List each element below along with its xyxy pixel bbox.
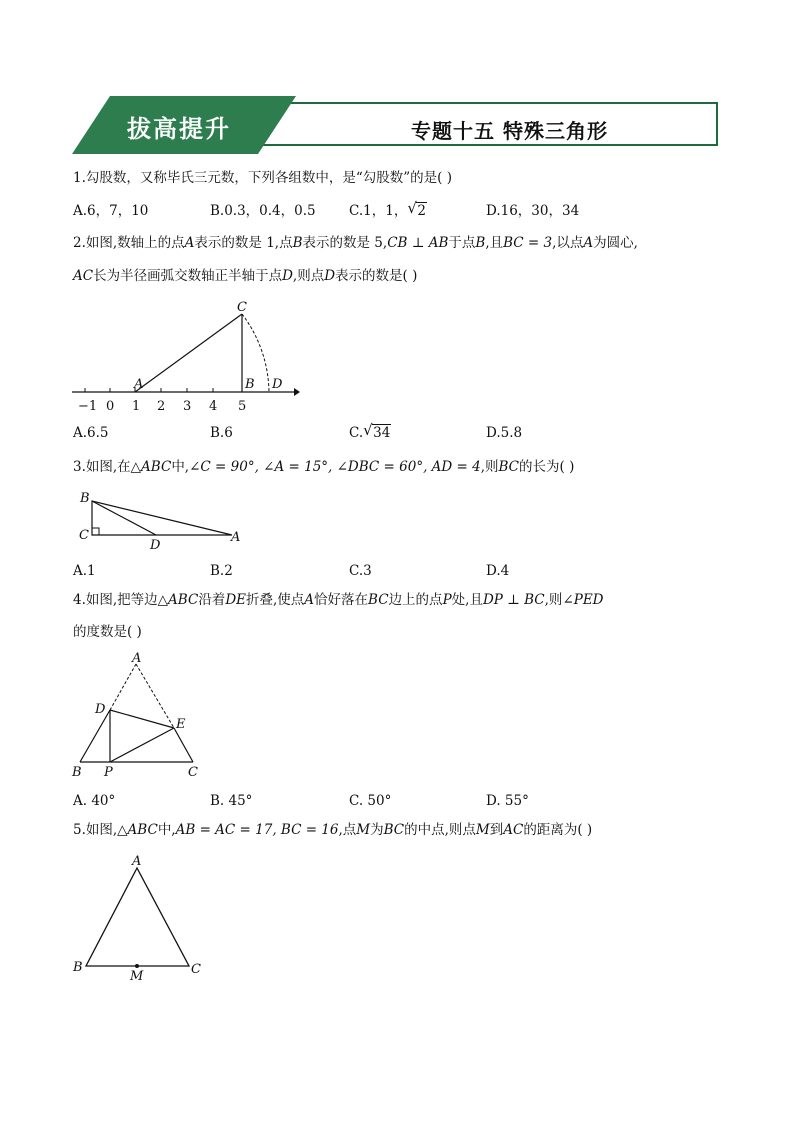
segment-pe — [110, 728, 174, 762]
q3-option-b: B.2 — [210, 563, 233, 579]
q1-option-c: C.1，1， √ 2 — [349, 199, 426, 219]
q2-option-d: D.5.8 — [486, 425, 523, 441]
page-title: 专题十五 特殊三角形 — [411, 119, 608, 143]
point-label-b: B — [245, 377, 255, 392]
point-label-a: A — [231, 530, 241, 545]
question-2-line2: AC长为半径画弧交数轴正半轴于点D,则点D表示的数是( ) — [73, 268, 418, 284]
q4-option-b: B. 45° — [210, 793, 253, 809]
question-4-line1: 4.如图,把等边△ABC沿着DE折叠,使点A恰好落在BC边上的点P处,且DP ⊥ BC,则∠PED — [73, 592, 604, 608]
isosceles-triangle-figure-q5 — [70, 850, 210, 986]
q2-option-b: B.6 — [210, 425, 233, 441]
q1-option-b: B.0.3，0.4，0.5 — [210, 203, 316, 219]
tick-label: 4 — [209, 399, 218, 414]
point-label-c: C — [237, 300, 247, 315]
point-label-m: M — [130, 969, 144, 984]
dashed-ad — [110, 664, 136, 710]
tick-label: 0 — [106, 399, 115, 414]
folded-triangle-figure-q4 — [70, 648, 210, 782]
tick-label: 1 — [132, 399, 141, 414]
point-label-c: C — [79, 528, 89, 543]
q1-option-a: A.6，7，10 — [73, 203, 149, 219]
question-2-line1: 2.如图,数轴上的点A表示的数是 1,点B表示的数是 5,CB ⊥ AB于点B,且BC = 3,以点A为圆心, — [73, 235, 638, 251]
q4-option-c: C. 50° — [349, 793, 392, 809]
triangle-abc-figure-q3 — [74, 488, 249, 552]
question-4-line2: 的度数是( ) — [73, 624, 142, 640]
axis-ticks — [85, 388, 242, 392]
point-label-p: P — [104, 765, 113, 780]
point-label-d: D — [272, 377, 283, 392]
q2-option-c: C. √ 34 — [349, 421, 391, 441]
point-label-c: C — [191, 962, 201, 977]
tick-label: 3 — [183, 399, 192, 414]
segment-bd — [92, 501, 156, 535]
point-label-b: B — [73, 960, 83, 975]
point-label-b: B — [80, 491, 90, 506]
q4-option-d: D. 55° — [486, 793, 529, 809]
point-label-b: B — [72, 765, 82, 780]
triangle-abc — [86, 868, 189, 966]
point-label-a: A — [134, 377, 144, 392]
q2-option-a: A.6.5 — [73, 425, 109, 441]
banner-tag: 拔高提升 — [127, 115, 231, 143]
sqrt-symbol: √ 2 — [407, 199, 426, 219]
tick-label: −1 — [78, 399, 98, 414]
number-line-figure — [68, 298, 300, 418]
banner-title-box — [222, 102, 718, 146]
axis-arrow — [294, 388, 300, 396]
point-label-c: C — [188, 765, 198, 780]
segment-ec — [174, 728, 193, 762]
point-label-e: E — [176, 717, 186, 732]
point-label-a: A — [132, 854, 142, 869]
tick-label: 5 — [238, 399, 247, 414]
point-label-d: D — [150, 538, 161, 552]
point-label-d: D — [95, 702, 106, 717]
q3-option-d: D.4 — [486, 563, 510, 579]
question-3-text: 3.如图,在△ABC中,∠C = 90°, ∠A = 15°, ∠DBC = 60°, AD = 4,则BC的长为( ) — [73, 459, 575, 475]
midpoint-m — [135, 964, 139, 968]
q4-option-a: A. 40° — [73, 793, 116, 809]
tick-label: 2 — [157, 399, 166, 414]
q1-option-d: D.16，30，34 — [486, 203, 580, 219]
q3-option-a: A.1 — [73, 563, 96, 579]
right-triangle — [92, 501, 232, 535]
question-1-text: 1.勾股数，又称毕氏三元数，下列各组数中，是“勾股数”的是( ) — [73, 170, 453, 186]
q3-option-c: C.3 — [349, 563, 372, 579]
right-angle-mark — [92, 528, 99, 535]
segment-ac — [135, 314, 242, 392]
sqrt-symbol: √ 34 — [363, 421, 391, 441]
section-banner — [72, 96, 722, 154]
segment-db — [80, 710, 110, 762]
point-label-a: A — [132, 651, 142, 666]
question-5-text: 5.如图,△ABC中,AB = AC = 17, BC = 16,点M为BC的中点,则点M到AC的距离为( ) — [73, 822, 593, 838]
